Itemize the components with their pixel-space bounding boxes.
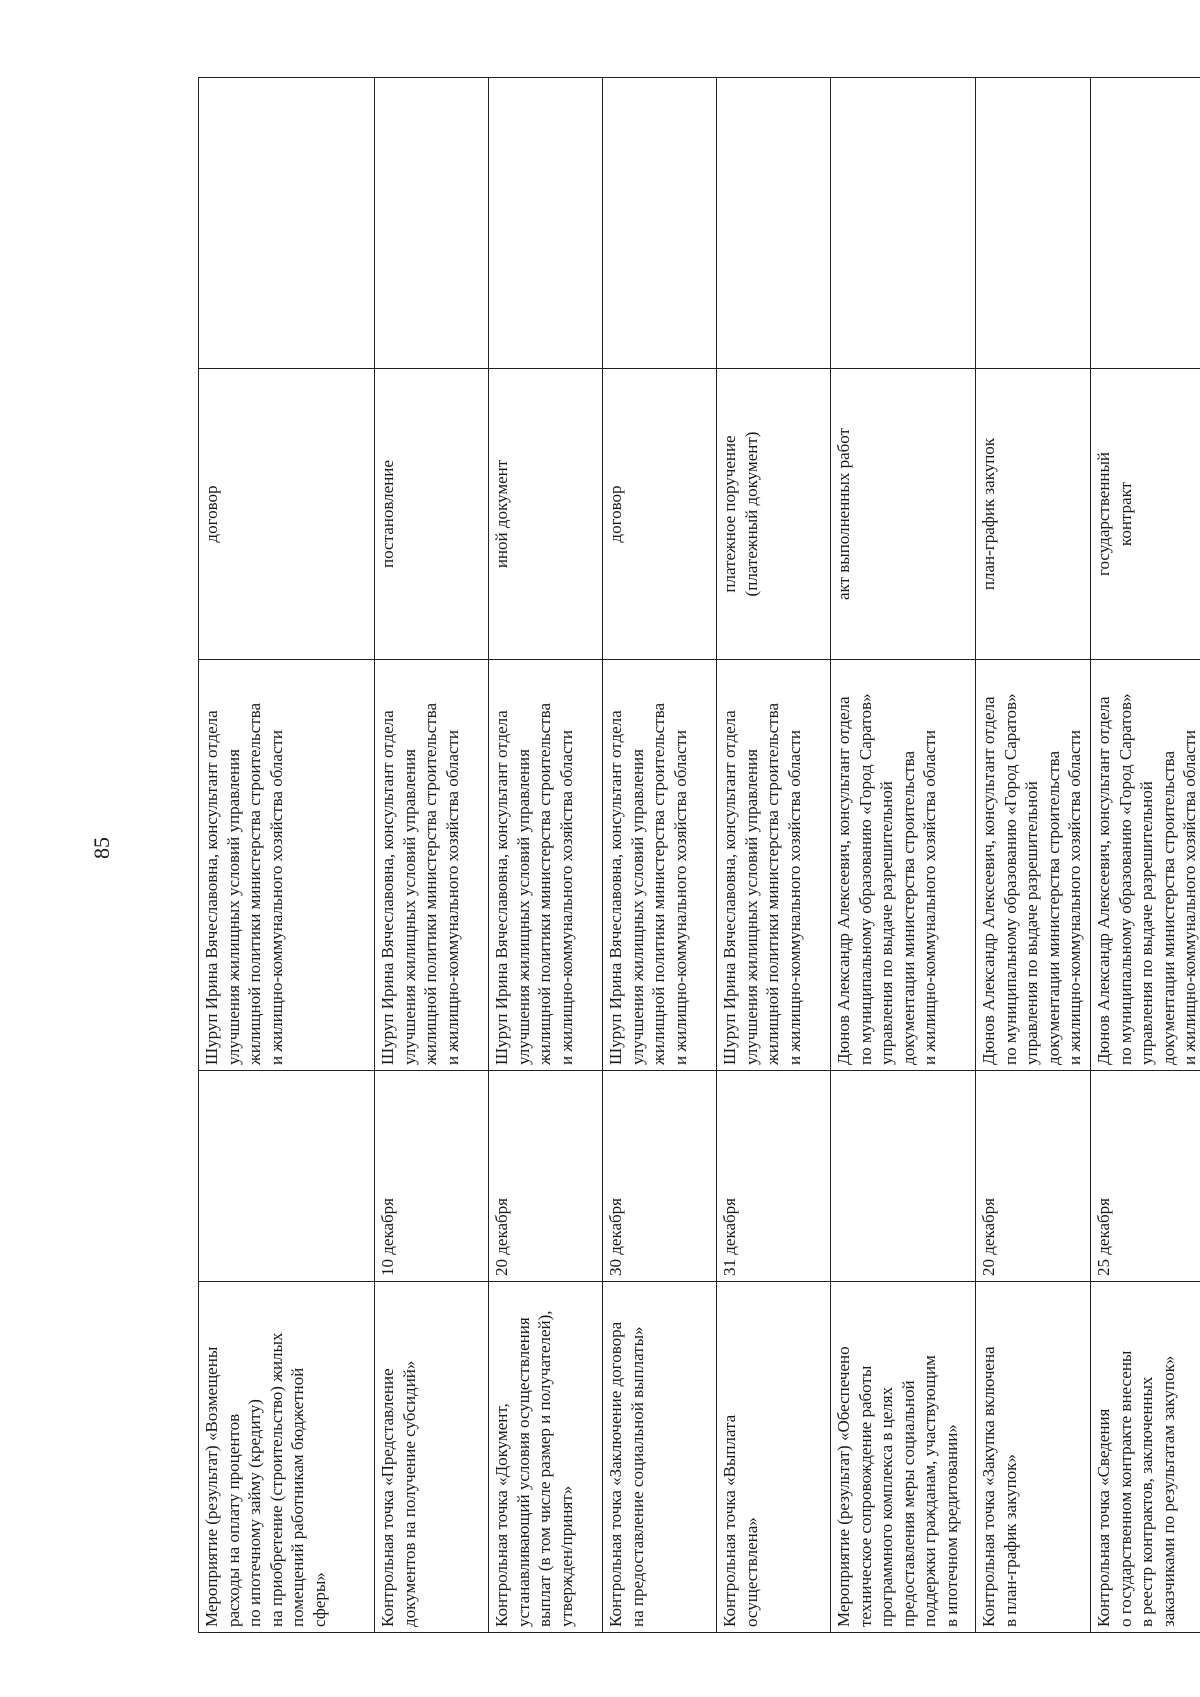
text-line: жилищной политики министерства строительства xyxy=(421,702,440,1065)
table-row xyxy=(717,78,831,1633)
activity-description-cell xyxy=(375,1282,489,1633)
deadline-date-cell: 20 декабря xyxy=(489,1071,603,1282)
text-line: Контрольная точка «Документ, xyxy=(492,1403,511,1627)
text-line: о государственном контракте внесены xyxy=(1115,1350,1135,1627)
text-line: Мероприятие (результат) «Обеспечено xyxy=(834,1346,853,1627)
table-body xyxy=(199,78,1200,1633)
text-line: и жилищно-коммунального хозяйства области xyxy=(670,729,690,1065)
deadline-date-cell: 31 декабря xyxy=(717,1071,831,1282)
text-line: Дюнов Александр Алексеевич, консультант отдела xyxy=(979,696,998,1065)
table-row xyxy=(603,78,717,1633)
text-line: и жилищно-коммунального хозяйства области xyxy=(266,729,286,1065)
text-line: и жилищно-коммунального хозяйства области xyxy=(442,729,462,1065)
table-row xyxy=(976,78,1091,1633)
text-line: в план-график закупок» xyxy=(1000,1454,1020,1627)
information-system-cell xyxy=(976,78,1091,369)
text-line: Дюнов Александр Алексеевич, консультант отдела xyxy=(1094,696,1113,1065)
text-line: по ипотечному займу (кредиту) xyxy=(245,1399,264,1627)
document-type-cell xyxy=(603,369,717,660)
text-line: документации министерства строительства xyxy=(1158,750,1178,1065)
activity-description-cell xyxy=(1091,1282,1200,1633)
text-line: и жилищно-коммунального хозяйства области xyxy=(1180,729,1199,1065)
text-line: техническое сопровождение работы xyxy=(855,1365,875,1627)
deadline-date-cell: 20 декабря xyxy=(976,1071,1091,1282)
activity-description-cell xyxy=(199,1282,375,1633)
text-line: документации министерства строительства xyxy=(1043,750,1063,1065)
text-line: по муниципальному образованию «Город Саратов» xyxy=(1115,693,1135,1065)
text-line: (платежный документ) xyxy=(741,431,761,597)
text-line: Контрольная точка «Заключение договора xyxy=(606,1321,625,1627)
text-line: жилищной политики министерства строительства xyxy=(535,702,554,1065)
text-line: помещений работникам бюджетной xyxy=(288,1367,307,1627)
plan-table xyxy=(198,77,1200,1633)
deadline-date-cell xyxy=(831,1071,976,1282)
responsible-person-cell xyxy=(976,660,1091,1071)
text-line: и жилищно-коммунального хозяйства области xyxy=(1065,729,1084,1065)
text-line: управления по выдаче разрешительной xyxy=(1022,781,1041,1065)
document-type-cell xyxy=(976,369,1091,660)
text-line: управления по выдаче разрешительной xyxy=(877,781,896,1065)
deadline-date-cell: 25 декабря xyxy=(1091,1071,1200,1282)
text-line: контракт xyxy=(1115,481,1135,547)
table-row xyxy=(831,78,976,1633)
text-line: постановление xyxy=(378,460,397,568)
text-line: осуществлена» xyxy=(741,1517,761,1627)
text-line: договор xyxy=(202,485,221,543)
text-line: Контрольная точка «Выплата xyxy=(720,1414,739,1627)
document-type-cell xyxy=(199,369,375,660)
activity-description-cell xyxy=(976,1282,1091,1633)
text-line: Шуруп Ирина Вячеславовна, консультант отдела xyxy=(492,710,511,1065)
text-line: Контрольная точка «Сведения xyxy=(1094,1408,1113,1627)
text-line: и жилищно-коммунального хозяйства области xyxy=(784,729,804,1065)
text-line: иной документ xyxy=(492,459,511,569)
text-line: документации министерства строительства xyxy=(898,750,918,1065)
text-line: Шуруп Ирина Вячеславовна, консультант отдела xyxy=(378,710,397,1065)
text-line: на приобретение (строительство) жилых xyxy=(266,1332,286,1627)
text-line: по муниципальному образованию «Город Саратов» xyxy=(855,693,875,1065)
table-row xyxy=(1091,78,1200,1633)
responsible-person-cell xyxy=(199,660,375,1071)
text-line: заказчиками по результатам закупок» xyxy=(1158,1355,1178,1627)
text-line: акт выполненных работ xyxy=(834,428,853,600)
responsible-person-cell xyxy=(489,660,603,1071)
text-line: Шуруп Ирина Вячеславовна, консультант отдела xyxy=(606,710,625,1065)
information-system-cell xyxy=(489,78,603,369)
text-line: улучшения жилищных условий управления xyxy=(399,749,419,1065)
text-line: план-график закупок xyxy=(979,437,998,591)
information-system-cell xyxy=(603,78,717,369)
text-line: улучшения жилищных условий управления xyxy=(627,749,647,1065)
text-line: Дюнов Александр Алексеевич, консультант отдела xyxy=(834,696,853,1065)
text-line: улучшения жилищных условий управления xyxy=(513,749,533,1065)
information-system-cell xyxy=(375,78,489,369)
text-line: Контрольная точка «Представление xyxy=(378,1368,397,1627)
text-line: Шуруп Ирина Вячеславовна, консультант отдела xyxy=(720,710,739,1065)
text-line: улучшения жилищных условий управления xyxy=(223,749,243,1065)
text-line: расходы на оплату процентов xyxy=(223,1413,243,1627)
text-line: в ипотечном кредитовании» xyxy=(941,1424,961,1627)
text-line: и жилищно-коммунального хозяйства области xyxy=(556,729,576,1065)
rotated-table-container xyxy=(198,133,1200,1633)
text-line: предоставления меры социальной xyxy=(898,1380,918,1627)
responsible-person-cell xyxy=(603,660,717,1071)
table-row xyxy=(489,78,603,1633)
text-line: утвержден/принят» xyxy=(556,1485,576,1627)
responsible-person-cell xyxy=(831,660,976,1071)
table-row xyxy=(375,78,489,1633)
text-line: договор xyxy=(606,485,625,543)
activity-description-cell xyxy=(489,1282,603,1633)
text-line: на предоставление социальной выплаты» xyxy=(627,1326,647,1627)
information-system-cell xyxy=(831,78,976,369)
table-row xyxy=(199,78,375,1633)
page-number: 85 xyxy=(89,837,114,859)
document-type-cell xyxy=(375,369,489,660)
text-line: и жилищно-коммунального хозяйства области xyxy=(920,729,939,1065)
document-type-cell xyxy=(489,369,603,660)
responsible-person-cell xyxy=(375,660,489,1071)
information-system-cell xyxy=(199,78,375,369)
information-system-cell xyxy=(1091,78,1200,369)
text-line: управления по выдаче разрешительной xyxy=(1137,781,1156,1065)
text-line: государственный xyxy=(1094,451,1113,577)
text-line: жилищной политики министерства строительства xyxy=(245,702,264,1065)
text-line: Контрольная точка «Закупка включена xyxy=(979,1346,998,1627)
deadline-date-cell xyxy=(199,1071,375,1282)
document-type-cell xyxy=(717,369,831,660)
text-line: документов на получение субсидий» xyxy=(399,1360,419,1627)
text-line: платежное поручение xyxy=(720,435,739,593)
responsible-person-cell xyxy=(717,660,831,1071)
deadline-date-cell: 30 декабря xyxy=(603,1071,717,1282)
text-line: улучшения жилищных условий управления xyxy=(741,749,761,1065)
text-line: устанавливающий условия осуществления xyxy=(513,1317,533,1627)
text-line: в реестр контрактов, заключенных xyxy=(1137,1376,1156,1627)
information-system-cell xyxy=(717,78,831,369)
text-line: поддержки гражданам, участвующим xyxy=(920,1355,939,1627)
text-line: Мероприятие (результат) «Возмещены xyxy=(202,1346,221,1627)
activity-description-cell xyxy=(717,1282,831,1633)
text-line: по муниципальному образованию «Город Саратов» xyxy=(1000,693,1020,1065)
document-type-cell xyxy=(831,369,976,660)
responsible-person-cell xyxy=(1091,660,1200,1071)
text-line: Шуруп Ирина Вячеславовна, консультант отдела xyxy=(202,710,221,1065)
deadline-date-cell: 10 декабря xyxy=(375,1071,489,1282)
text-line: выплат (в том числе размер и получателей), xyxy=(535,1310,554,1627)
text-line: сферы» xyxy=(309,1572,329,1627)
text-line: программного комплекса в целях xyxy=(877,1386,896,1627)
activity-description-cell xyxy=(603,1282,717,1633)
document-type-cell xyxy=(1091,369,1200,660)
text-line: жилищной политики министерства строительства xyxy=(763,702,782,1065)
activity-description-cell xyxy=(831,1282,976,1633)
text-line: жилищной политики министерства строительства xyxy=(649,702,668,1065)
